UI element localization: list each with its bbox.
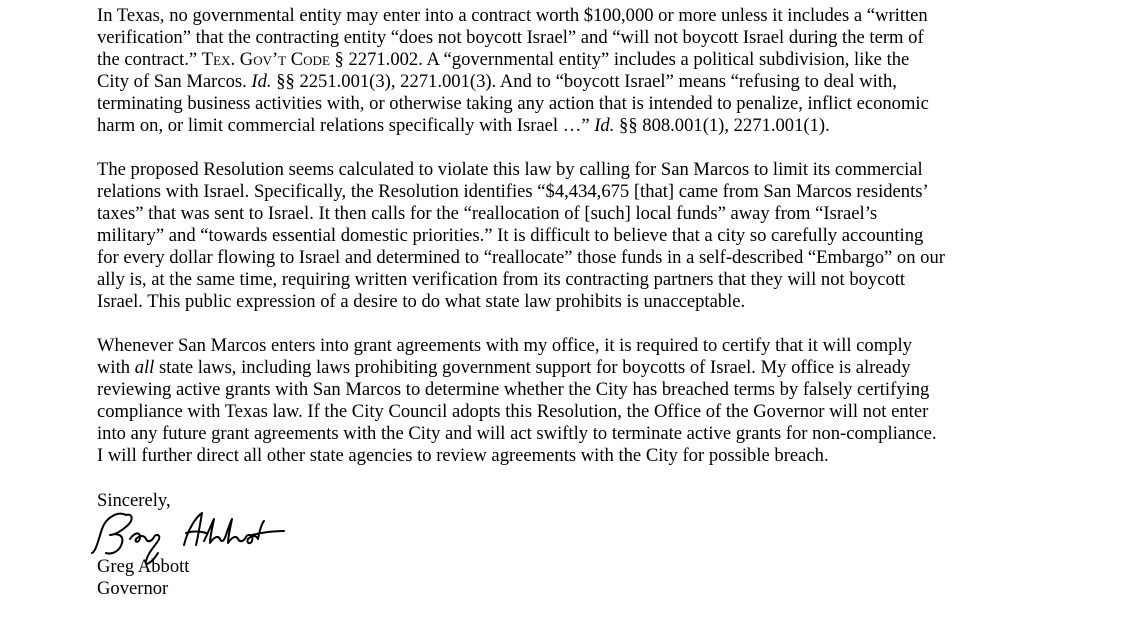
paragraph-gap [97, 137, 1097, 159]
text-line [97, 203, 1097, 225]
text-run: for every dollar flowing to Israel and determined to “reallocate” those funds in a self-described “Embargo” on our [97, 247, 945, 268]
text-run: § 2271.002. A “governmental entity” includes a political subdivision, like the [329, 49, 910, 70]
text-run: harm on, or limit commercial relations specifically with Israel …” [97, 115, 595, 136]
italic-run: all [134, 357, 155, 378]
text-run: state laws, including laws prohibiting government support for boycotts of Israel. My office is already [154, 357, 911, 378]
text-run: taxes” that was sent to Israel. It then calls for the “reallocation of [such] local funds” away from “Israel’s [97, 203, 878, 224]
text-line [97, 49, 1097, 71]
text-line [97, 401, 1097, 423]
text-run: terminating business activities with, or otherwise taking any action that is intended to penalize, inflict economic [97, 93, 929, 114]
text-line [97, 445, 1097, 467]
text-line [97, 27, 1097, 49]
text-line [97, 247, 1097, 269]
text-line [97, 357, 1097, 379]
closing-text: Sincerely, [97, 490, 171, 511]
text-run: compliance with Texas law. If the City Council adopts this Resolution, the Office of the Governor will not enter [97, 401, 929, 422]
text-run: I will further direct all other state agencies to review agreements with the City for possible breach. [97, 445, 829, 466]
text-line [97, 379, 1097, 401]
italic-run: Id. [594, 115, 615, 136]
smallcaps-run: Tex. Gov’t Code [201, 49, 330, 70]
text-run: ally is, at the same time, requiring written verification from its contracting partners that they will not boycott [97, 269, 906, 290]
text-run: Israel. This public expression of a desire to do what state law prohibits is unacceptable. [97, 291, 746, 312]
italic-run: Id. [251, 71, 272, 92]
text-line [97, 335, 1097, 357]
text-run: The proposed Resolution seems calculated to violate this law by calling for San Marcos to limit its commercial [97, 159, 923, 180]
text-run: City of San Marcos. [97, 71, 252, 92]
text-run: In Texas, no governmental entity may enter into a contract worth $100,000 or more unless it includes a “written [97, 5, 928, 26]
text-line [97, 115, 1097, 137]
signer-name: Greg Abbott [97, 556, 190, 577]
letter-body [97, 5, 1097, 467]
text-run: relations with Israel. Specifically, the Resolution identifies “$4,434,675 [that] came from San Marcos residents’ [97, 181, 929, 202]
paragraph-1 [97, 5, 1097, 137]
text-run: military” and “towards essential domestic priorities.” It is difficult to believe that a city so carefully accounting [97, 225, 924, 246]
paragraph-3 [97, 335, 1097, 467]
text-line [97, 181, 1097, 203]
text-run: with [97, 357, 135, 378]
text-run: reviewing active grants with San Marcos to determine whether the City has breached terms by falsely certifying [97, 379, 930, 400]
text-line [97, 291, 1097, 313]
text-line [97, 5, 1097, 27]
text-run: Whenever San Marcos enters into grant agreements with my office, it is required to certify that it will comply [97, 335, 912, 356]
text-line [97, 225, 1097, 247]
text-run: the contract.” [97, 49, 202, 70]
text-line [97, 71, 1097, 93]
paragraph-2 [97, 159, 1097, 313]
text-run: verification” that the contracting entity “does not boycott Israel” and “will not boycott Israel during the term of [97, 27, 924, 48]
signer-block [97, 556, 189, 600]
signer-title: Governor [97, 578, 169, 599]
paragraph-gap [97, 313, 1097, 335]
text-run: §§ 808.001(1), 2271.001(1). [614, 115, 830, 136]
text-line [97, 93, 1097, 115]
text-line [97, 423, 1097, 445]
text-line [97, 269, 1097, 291]
text-run: §§ 2251.001(3), 2271.001(3). And to “boycott Israel” means “refusing to deal with, [271, 71, 897, 92]
text-line [97, 159, 1097, 181]
text-run: into any future grant agreements with the City and will act swiftly to terminate active grants for non-compliance. [97, 423, 937, 444]
